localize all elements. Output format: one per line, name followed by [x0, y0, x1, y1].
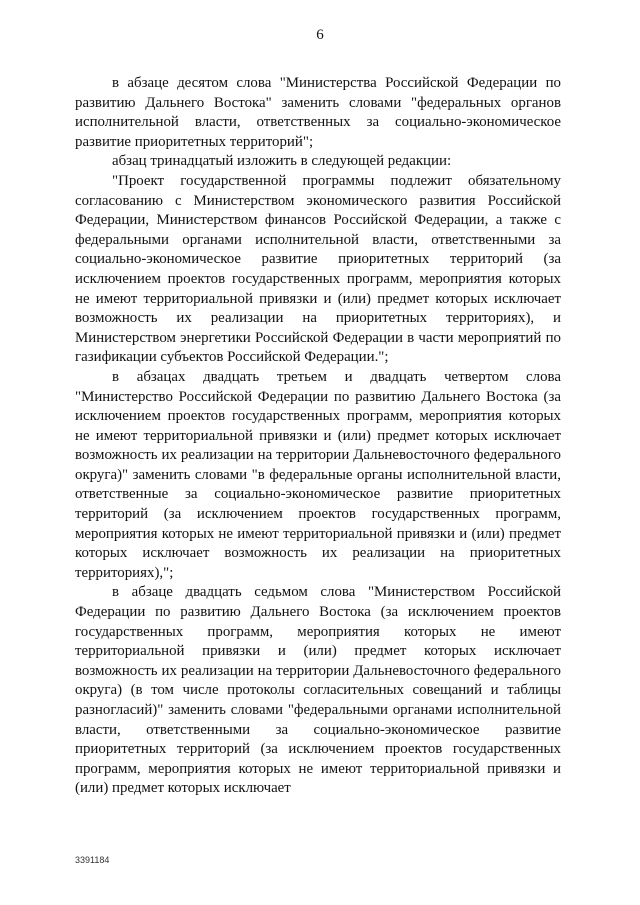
- paragraph-2: абзац тринадцатый изложить в следующей редакции:: [112, 153, 452, 170]
- paragraph-3: "Проект государственной программы подлежит обязательному согласованию с Министерством экономического развития Российской Федерации, Министерством финансов Российской Федерации, а также с федеральными органами исполнительной власти, ответственными за социально-экономическое развитие приоритетных территорий (за исключением проектов государственных программ, мероприятия которых не имеют территориальной привязки и (или) предмет которых исключает возможность их реализации на приоритетных территориях), и Министерством энергетики Российской Федерации в части мероприятий по газификации субъектов Российской Федерации.";: [75, 172, 561, 366]
- document-body: [75, 74, 561, 799]
- paragraph-1: в абзаце десятом слова "Министерства Российской Федерации по развитию Дальнего Востока" заменить словами "федеральных органов исполнительной власти, ответственных за социально-экономическое развитие приоритетных территорий";: [75, 75, 561, 150]
- document-code: 3391184: [75, 855, 110, 865]
- page-number: 6: [316, 27, 324, 43]
- paragraph-4: в абзацах двадцать третьем и двадцать четвертом слова "Министерство Российской Федерации по развитию Дальнего Востока (за исключением проектов государственных программ, мероприятия которых не имеют территориальной привязки и (или) предмет которых исключает возможность их реализации на территории Дальневосточного федерального округа)" заменить словами "в федеральные органы исполнительной власти, ответственные за социально-экономическое развитие приоритетных территорий (за исключением проектов государственных программ, мероприятия которых не имеют территориальной привязки и (или) предмет которых исключает возможность их реализации на приоритетных территориях),";: [75, 368, 561, 581]
- paragraph-5: в абзаце двадцать седьмом слова "Министерством Российской Федерации по развитию Дальнего Востока (за исключением проектов государственных программ, мероприятия которых не имеют территориальной привязки и (или) предмет которых исключает возможность их реализации на территории Дальневосточного федерального округа) (в том числе протоколы согласительных совещаний и таблицы разногласий)" заменить словами "федеральными органами исполнительной власти, ответственными за социально-экономическое развитие приоритетных территорий (за исключением проектов государственных программ, мероприятия которых не имеют территориальной привязки и (или) предмет которых исключает: [75, 584, 561, 797]
